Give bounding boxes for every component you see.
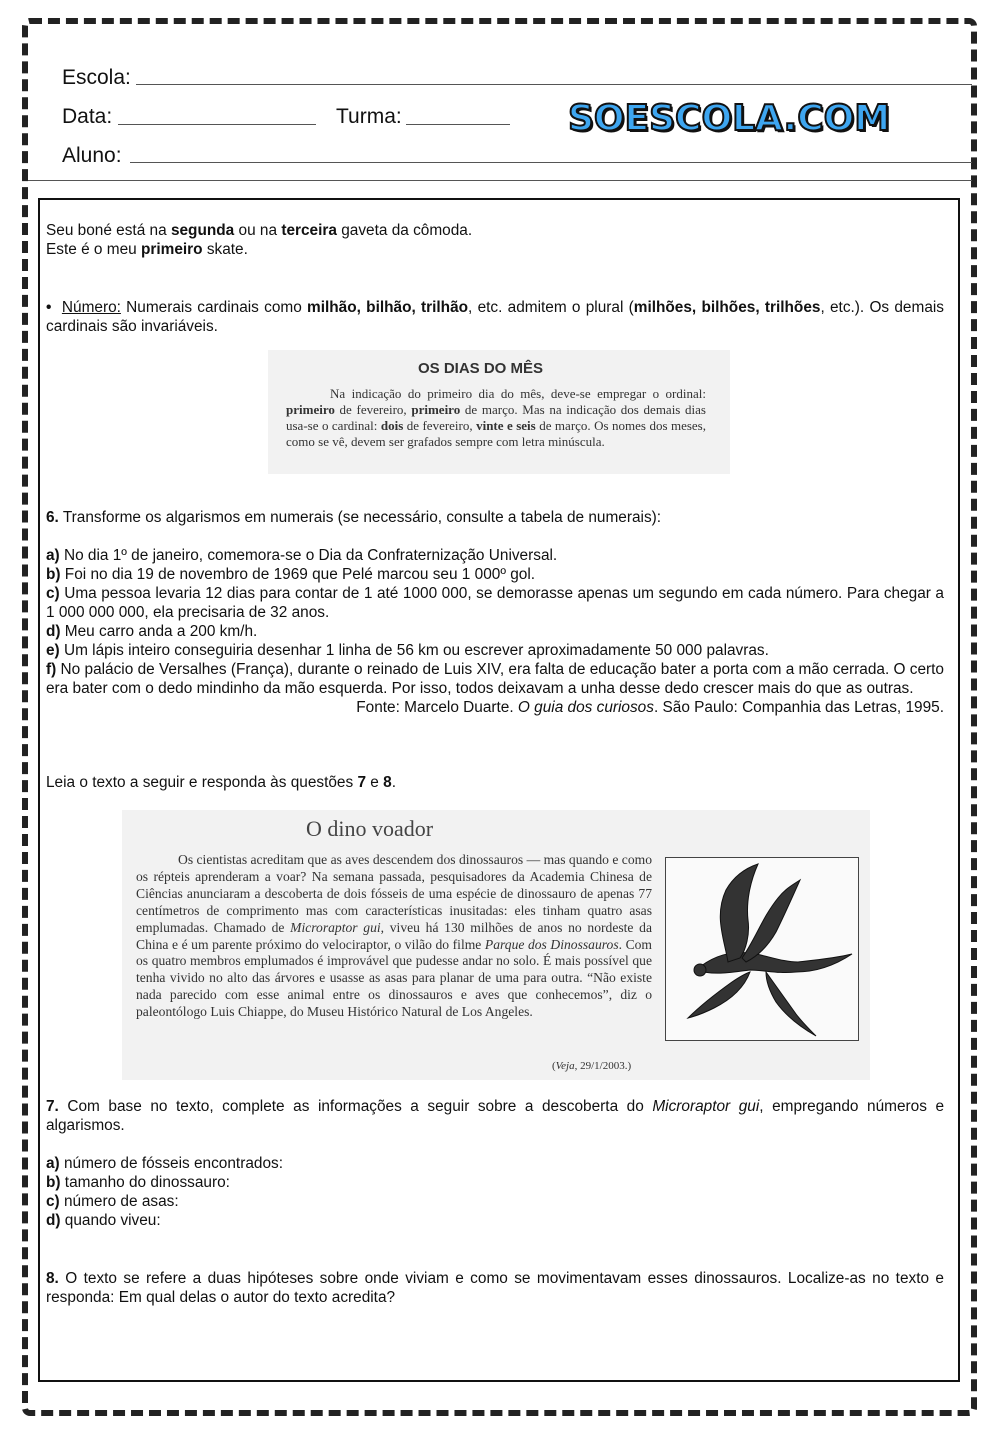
dias-do-mes-text: Na indicação do primeiro dia do mês, deve-se empregar o ordinal: primeiro de fevereiro, primeiro de março. Mas na indicação dos demais dias usa-se o cardinal: dois de fevereiro, vinte e seis de março. Os nomes dos meses, como se vê, devem ser grafados sempre com letra minúscula. <box>286 386 706 449</box>
leia-instruction: Leia o texto a seguir e responda às questões 7 e 8. <box>46 774 396 791</box>
numero-label: Número: <box>61 299 121 316</box>
q6-statement: 6. Transforme os algarismos em numerais (se necessário, consulte a tabela de numerais): <box>46 509 662 526</box>
bullet: • <box>46 299 52 316</box>
soescola-logo: SOESCOLA.COM <box>568 98 891 139</box>
dino-voador-citation: (Veja, 29/1/2003.) <box>552 1060 632 1072</box>
escola-line <box>136 84 972 85</box>
q7-item-b: b) tamanho do dinossauro: <box>46 1174 230 1191</box>
q6-item-a: a) No dia 1º de janeiro, comemora-se o Dia da Confraternização Universal. <box>46 547 558 564</box>
q6-source: Fonte: Marcelo Duarte. O guia dos curiosos. São Paulo: Companhia das Letras, 1995. <box>356 699 944 716</box>
q7-items <box>46 1154 944 1230</box>
aluno-line <box>130 162 972 163</box>
dias-do-mes-title: OS DIAS DO MÊS <box>418 360 544 377</box>
turma-label: Turma: <box>336 105 402 128</box>
q6-item-d: d) Meu carro anda a 200 km/h. <box>46 623 258 640</box>
numero-paragraph: • Número: Numerais cardinais como milhão, bilhão, trilhão, etc. admitem o plural (milhões, bilhões, trilhões, etc.). Os demais cardinais são invariáveis. <box>46 299 944 335</box>
dino-voador-article <box>122 810 870 1080</box>
microraptor-image <box>665 857 859 1041</box>
q7-item-d: d) quando viveu: <box>46 1212 161 1229</box>
escola-label: Escola: <box>62 66 131 89</box>
aluno-label: Aluno: <box>62 144 122 167</box>
q7-statement: 7. Com base no texto, complete as informações a seguir sobre a descoberta do Microraptor gui, empregando números e algarismos. <box>46 1098 944 1134</box>
dino-voador-title: O dino voador <box>306 816 434 841</box>
dias-do-mes-box <box>268 350 730 474</box>
turma-line <box>406 124 510 125</box>
header-separator <box>28 180 972 181</box>
q6-item-b: b) Foi no dia 19 de novembro de 1969 que Pelé marcou seu 1 000º gol. <box>46 566 536 583</box>
q6-item-f: f) No palácio de Versalhes (França), durante o reinado de Luis XIV, era falta de educação bater a porta com a mão cerrada. O certo era bater com o dedo mindinho da mão esquerda. Por isso, todos deixavam a unha desse dedo crescer mais do que as outras. <box>46 661 944 697</box>
q6-item-e: e) Um lápis inteiro conseguiria desenhar 1 linha de 56 km ou escrever aproximadamente 50 000 palavras. <box>46 642 769 659</box>
q6-items <box>46 546 944 717</box>
q8-statement: 8. O texto se refere a duas hipóteses sobre onde viviam e como se movimentavam esses dinossauros. Localize-as no texto e responda: Em qual delas o autor do texto acredita? <box>46 1270 944 1306</box>
dino-voador-text: Os cientistas acreditam que as aves descendem dos dinossauros — mas quando e como os répteis aprenderam a voar? Na semana passada, pesquisadores da Academia Chinesa de Ciências anunciaram a descoberta de dois fósseis de uma espécie de dinossauro de apenas 77 centímetros de comprimento mas com características inusitadas: eles tinham quatro asas emplumadas. Chamado de Microraptor gui, viveu há 130 milhões de anos no nordeste da China e é um parente próximo do velociraptor, o vilão do filme Parque dos Dinossauros. Com os quatro membros emplumados é improvável que pudesse andar no solo. É mais possível que tenha vivido no alto das árvores e usasse as asas para planar de uma para outra. “Não existe nada parecido com esse animal entre os dinossauros e aves que conhecemos”, diz o paleontólogo Luis Chiappe, do Museu Histórico Natural de Los Angeles. <box>136 852 653 1020</box>
intro-text: Seu boné está na segunda ou na terceira gaveta da cômoda. Este é o meu primeiro skate. <box>46 222 473 258</box>
data-label: Data: <box>62 105 113 128</box>
q6-item-c: c) Uma pessoa levaria 12 dias para contar de 1 até 1000 000, se demorasse apenas um segundo em cada número. Para chegar a 1 000 000 000, ela precisaria de 32 anos. <box>46 585 944 621</box>
q7-item-c: c) número de asas: <box>46 1193 179 1210</box>
q7-item-a: a) número de fósseis encontrados: <box>46 1155 283 1172</box>
data-line <box>118 124 316 125</box>
